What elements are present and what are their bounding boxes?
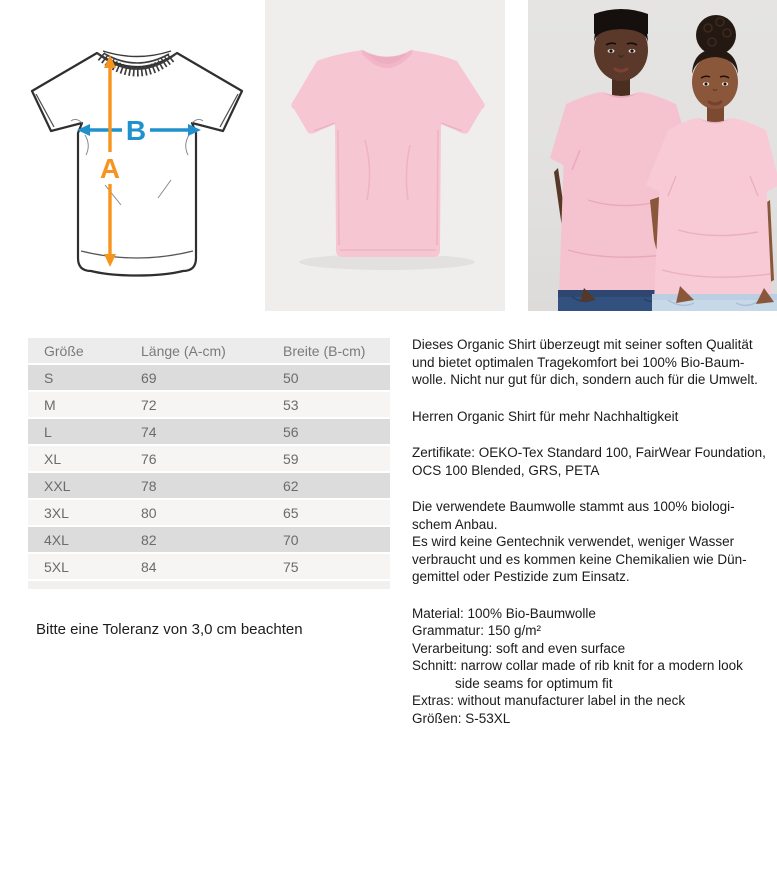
description-certificates	[412, 444, 774, 479]
product-description	[412, 336, 774, 746]
cell-length: 78	[141, 472, 283, 499]
table-row	[28, 526, 390, 553]
cell-size: L	[28, 418, 141, 445]
table-row	[28, 445, 390, 472]
text-line: Die verwendete Baumwolle stammt aus 100% biologi-	[412, 499, 735, 514]
cell-size: S	[28, 364, 141, 391]
spec-extras: Extras: without manufacturer label in the neck	[412, 693, 686, 708]
table-row	[28, 553, 390, 580]
tshirt-outline	[32, 53, 242, 276]
spec-schnitt-line2: side seams for optimum fit	[455, 675, 613, 691]
text-line: gemittel oder Pestizide zum Einsatz.	[412, 569, 630, 584]
size-chart-header-row	[28, 338, 390, 364]
spec-grammatur: Grammatur: 150 g/m²	[412, 623, 542, 638]
text-line: Dieses Organic Shirt überzeugt mit seiner soften Qualität	[412, 337, 753, 352]
spec-verarbeitung: Verarbeitung: soft and even surface	[412, 640, 626, 656]
measurement-diagram	[15, 15, 260, 293]
table-row	[28, 472, 390, 499]
text-line: schem Anbau.	[412, 516, 498, 532]
tolerance-note: Bitte eine Toleranz von 3,0 cm beachten	[36, 621, 303, 638]
description-specs	[412, 605, 774, 728]
cell-width: 59	[283, 445, 390, 472]
cell-size: M	[28, 391, 141, 418]
cell-width: 75	[283, 553, 390, 580]
flat-pink-shirt-icon	[265, 0, 505, 311]
cell-size: XL	[28, 445, 141, 472]
width-label-b: B	[125, 115, 147, 146]
cell-length: 80	[141, 499, 283, 526]
cell-width: 53	[283, 391, 390, 418]
column-header-length: Länge (A-cm)	[141, 338, 283, 364]
tshirt-measure-diagram-icon	[15, 15, 260, 293]
models-photo	[528, 0, 777, 311]
text-line: Herren Organic Shirt für mehr Nachhaltigkeit	[412, 408, 679, 424]
cell-length: 72	[141, 391, 283, 418]
text-line: Es wird keine Gentechnik verwendet, weniger Wasser	[412, 534, 735, 549]
flat-shirt-photo	[265, 0, 505, 311]
table-row	[28, 391, 390, 418]
cell-size: 5XL	[28, 553, 141, 580]
description-subtitle	[412, 408, 774, 426]
model-woman	[646, 15, 777, 311]
size-chart-table	[28, 338, 390, 581]
cell-length: 69	[141, 364, 283, 391]
column-header-size: Größe	[28, 338, 141, 364]
table-bottom-strip	[28, 581, 390, 589]
cell-length: 82	[141, 526, 283, 553]
cell-width: 56	[283, 418, 390, 445]
spec-material: Material: 100% Bio-Baumwolle	[412, 605, 596, 621]
cell-size: 3XL	[28, 499, 141, 526]
spec-schnitt: Schnitt: narrow collar made of rib knit for a modern look	[412, 658, 743, 673]
length-label-a: A	[99, 153, 121, 184]
cell-size: 4XL	[28, 526, 141, 553]
text-line: verbraucht und es kommen keine Chemikalien wie Dün-	[412, 551, 747, 567]
text-line: Zertifikate: OEKO-Tex Standard 100, FairWear Foundation,	[412, 445, 766, 460]
table-row	[28, 364, 390, 391]
cell-width: 70	[283, 526, 390, 553]
cell-size: XXL	[28, 472, 141, 499]
table-row	[28, 499, 390, 526]
column-header-width: Breite (B-cm)	[283, 338, 390, 364]
cell-width: 50	[283, 364, 390, 391]
cell-length: 76	[141, 445, 283, 472]
text-line: und bietet optimalen Tragekomfort bei 100% Bio-Baum-	[412, 354, 745, 370]
table-row	[28, 418, 390, 445]
spec-groessen: Größen: S-53XL	[412, 710, 511, 726]
description-sustainability	[412, 498, 774, 586]
cell-width: 62	[283, 472, 390, 499]
cell-length: 84	[141, 553, 283, 580]
models-wearing-shirts-icon	[528, 0, 777, 311]
text-line: wolle. Nicht nur gut für dich, sondern auch für die Umwelt.	[412, 372, 758, 387]
cell-width: 65	[283, 499, 390, 526]
description-intro	[412, 336, 774, 389]
text-line: OCS 100 Blended, GRS, PETA	[412, 462, 600, 478]
cell-length: 74	[141, 418, 283, 445]
